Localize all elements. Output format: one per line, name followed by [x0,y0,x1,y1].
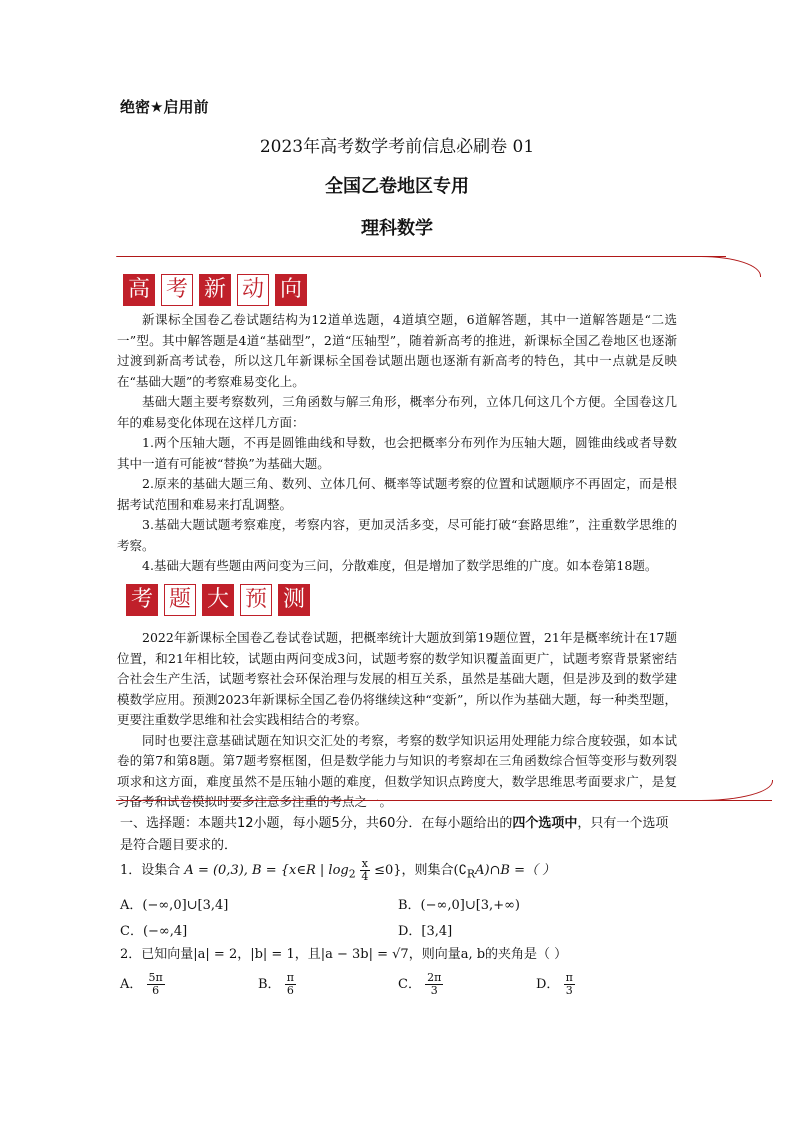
numerator: 5π [148,971,163,984]
section1-body [117,310,677,577]
badge-char: 题 [164,584,196,616]
option-fraction [425,972,443,997]
badge-char: 新 [199,274,231,306]
paragraph: 同时也要注意基础试题在知识交汇处的考察，考察的数学知识运用处理能力综合度较强，如本试卷的第7和第8题。第7题考察框图，但是数学能力与知识的考察却在三角函数综合恒等变形与数列裂项求和这方面，难度虽然不是压轴小题的难度，但数学知识点跨度大，数学思维思考面要求广，是复习备考和试卷模拟时要多注意多注重的考点之一。 [117,732,677,809]
q1-option-d[interactable]: D．[3,4] [398,924,453,939]
section2-badge [126,584,310,616]
badge-char: 预 [240,584,272,616]
confidential-label: 绝密★启用前 [120,98,209,116]
numerator: π [286,971,294,984]
denominator: 6 [286,984,294,997]
q1-fraction [360,858,370,883]
option-label: D． [536,977,560,992]
badge-char: 动 [237,274,269,306]
badge-char: 考 [126,584,158,616]
option-label: B． [258,977,281,992]
exam-region: 全国乙卷地区专用 [325,176,469,197]
q1-option-c[interactable]: C．(−∞,4] [120,924,188,939]
exam-title: 2023年高考数学考前信息必刷卷 01 [259,137,535,157]
q2-option-a[interactable] [120,972,165,997]
q1-set-def: A = (0,3), B = {x∈R | log [184,863,349,878]
q1-sub-r: R [466,867,476,881]
q1-log-base: 2 [348,867,356,881]
numerator: 2π [427,971,442,984]
q2-option-d[interactable] [536,972,575,997]
option-fraction [147,972,165,997]
paragraph: 基础大题主要考察数列，三角函数与解三角形，概率分布列，立体几何这几个方便。全国卷这几年的难易变化体现在这样几方面： [117,394,677,430]
question-2-stem: 2．已知向量|a| = 2，|b| = 1，且|a − 3b| = √7，则向量a, b的夹角是（ ） [120,947,568,962]
q2-option-b[interactable] [258,972,296,997]
badge-char: 大 [202,584,234,616]
q1-prefix: 1．设集合 [120,863,181,878]
badge-char: 测 [278,584,310,616]
option-fraction [285,972,296,997]
paragraph: 4.基础大题有些题由两问变为三问，分散难度，但是增加了数学思维的广度。如本卷第18题。 [142,558,658,573]
section2-frame-bottom [116,800,772,801]
q1-option-a[interactable]: A．(−∞,0]∪[3,4] [120,898,229,913]
choice-section-heading [120,813,680,857]
heading-bold: 四个选项中 [512,816,578,831]
section1-badge [123,274,307,306]
badge-char: 向 [275,274,307,306]
badge-char: 考 [161,274,193,306]
denominator: 4 [361,870,369,883]
paragraph: 3.基础大题试题考察难度，考察内容，更加灵活多变，尽可能打破“套路思维”，注重数学思维的考察。 [117,517,677,553]
section1-frame-curve [700,256,761,277]
heading-text: 一、选择题：本题共12小题，每小题5分，共60分．在每小题给出的 [120,816,513,831]
section2-body [117,628,677,813]
option-fraction [564,972,575,997]
denominator: 3 [565,984,573,997]
numerator: π [565,971,573,984]
heading-tail: ，只有一个选项是符合题目要求的． [120,816,669,853]
denominator: 3 [430,984,438,997]
paragraph: 2022年新课标全国卷乙卷试卷试题，把概率统计大题放到第19题位置，21年是概率统计在17题位置，和21年相比较，试题由两问变成3问，试题考察的数学知识覆盖面更广，试题考察背景紧密结合社会生产生活，试题考察社会环保治理与发展的相互关系，虽然是基础大题，但是涉及到的数学建模数学应用。预测2023年新课标全国乙卷仍将继续这种“变新”，所以作为基础大题，每一种类型题，更要注重数学思维和社会实践相结合的考察。 [117,630,677,727]
q1-tail: A)∩B =（ ） [475,863,556,878]
option-label: A． [120,977,143,992]
exam-subject: 理科数学 [361,218,433,239]
option-label: C． [398,977,421,992]
paragraph: 新课标全国卷乙卷试题结构为12道单选题，4道填空题，6道解答题，其中一道解答题是“二选一”型。其中解答题是4道“基础型”，2道“压轴型”，随着新高考的推进，新课标全国乙卷地区也逐渐过渡到新高考试卷，所以这几年新课标全国卷试题出题也逐渐有新高考的特色，其中一点就是反映在“基础大题”的考察难易变化上。 [117,312,677,389]
section1-frame-top [116,256,726,257]
q1-complement: ≤0}，则集合(∁ [374,863,467,878]
numerator: x [361,857,368,870]
q2-option-c[interactable] [398,972,443,997]
section2-frame-curve [700,780,773,801]
denominator: 6 [152,984,160,997]
q1-option-b[interactable]: B．(−∞,0]∪[3,+∞) [398,898,520,913]
question-1-stem [120,858,680,886]
paragraph: 1.两个压轴大题，不再是圆锥曲线和导数，也会把概率分布列作为压轴大题，圆锥曲线或者导数其中一道有可能被“替换”为基础大题。 [117,435,677,471]
badge-char: 高 [123,274,155,306]
paragraph: 2.原来的基础大题三角、数列、立体几何、概率等试题考察的位置和试题顺序不再固定，而是根据考试范围和难易来打乱调整。 [117,476,677,512]
